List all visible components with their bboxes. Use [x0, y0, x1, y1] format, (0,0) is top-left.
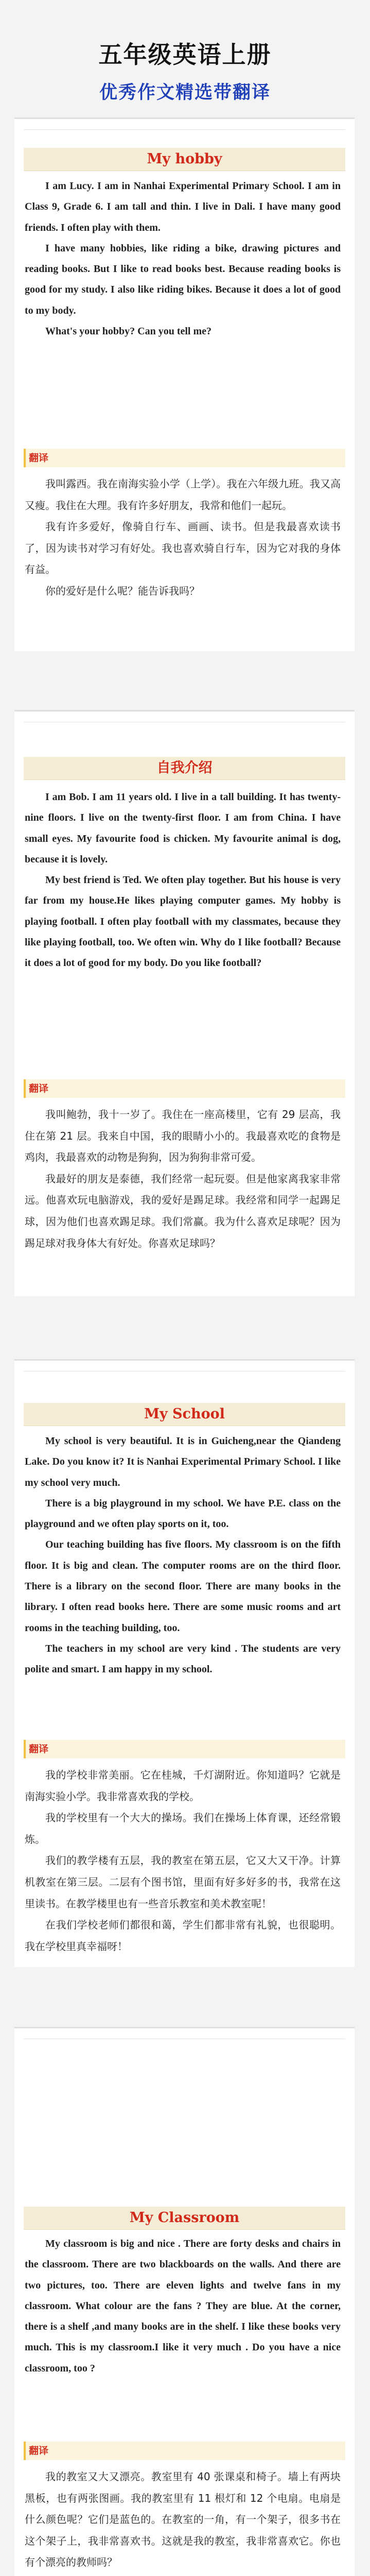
english-paragraph: I have many hobbies, like riding a bike, drawing pictures and reading books. But I like to read books best. Because reading books is good for my study. I also like riding bikes. Because it does a lot of good to my body.	[25, 242, 341, 316]
page-header	[0, 0, 370, 117]
english-paragraph: The teachers in my school are very kind . The students are very polite and smart. I am happy in my school.	[25, 1642, 341, 1675]
english-paragraph: Our teaching building has five floors. My classroom is on the fifth floor. It is big and clean. The computer rooms are on the third floor. There is a library on the second floor. There are many books in the library. I often read books here. There are some music rooms and art rooms in the teaching building, too.	[25, 1539, 341, 1634]
english-paragraph: My best friend is Ted. We often play together. But his house is very far from my house.He likes playing computer games. My hobby is playing football. I often play football with my classmates, because they like playing football, too. We often win. Why do I like football? Because it does a lot of good for my body. Do you like football?	[25, 874, 341, 969]
english-text	[25, 787, 341, 974]
translation-header	[24, 2442, 345, 2460]
chinese-paragraph: 我们的教学楼有五层，我的教室在第五层，它又大又干净。计算机教室在第三层。二层有个图书馆，里面有好多好多的书，我常在这里读书。在教学楼里也有一些音乐教室和美术教室呢！	[25, 1854, 341, 1910]
card-divider	[24, 129, 345, 130]
english-paragraph: There is a big playground in my school. We have P.E. class on the playground and we often play sports on it, too.	[25, 1497, 341, 1530]
chinese-paragraph: 我有许多爱好，像骑自行车、画画、读书。但是我最喜欢读书了，因为读书对学习有好处。我也喜欢骑自行车，因为它对我的身体有益。	[25, 520, 341, 576]
english-text	[25, 2233, 341, 2379]
english-text	[25, 176, 341, 342]
english-text	[25, 1431, 341, 1680]
chinese-paragraph: 我的学校里有一个大大的操场。我们在操场上体育课，还经常锻炼。	[25, 1811, 341, 1845]
english-paragraph: What's your hobby? Can you tell me?	[45, 326, 212, 337]
english-paragraph: I am Bob. I am 11 years old. I live in a tall building. It has twenty-nine floors. I live on the twenty-first floor. I am from China. I have small eyes. My favourite food is chicken. My favourite animal is dog, because it is lovely.	[25, 791, 341, 865]
essay-card-my-classroom	[14, 2027, 355, 2576]
essay-card-my-hobby	[14, 117, 355, 651]
essay-card-self-intro	[14, 710, 355, 1296]
translation-header	[24, 1740, 345, 1758]
essay-title: My hobby	[24, 148, 345, 171]
chinese-text	[25, 2466, 341, 2573]
chinese-paragraph: 你的爱好是什么呢？能告诉我吗？	[45, 584, 200, 597]
english-paragraph: My school is very beautiful. It is in Guicheng,near the Qiandeng Lake. Do you know it? It is Nanhai Experimental Primary School. I like my school very much.	[25, 1435, 341, 1488]
chinese-paragraph: 我叫露西。我在南海实验小学（上学）。我在六年级九班。我又高又瘦。我住在大理。我有许多好朋友，我常和他们一起玩。	[25, 478, 341, 512]
translation-label: 翻译	[29, 1743, 49, 1755]
page-subtitle: 优秀作文精选带翻译	[99, 82, 271, 103]
translation-label: 翻译	[29, 452, 49, 464]
translation-label: 翻译	[29, 1083, 49, 1094]
english-paragraph: My classroom is big and nice . There are forty desks and chairs in the classroom. There are two blackboards on the walls. And there are two pictures, too. There are eleven lights and twelve fans in my classroom. What colour are the fans ? They are blue. At the corner, there is a shelf ,and many books are in the shelf. I like these books very much. This is my classroom.I like it very much . Do you have a nice classroom, too ?	[25, 2238, 341, 2374]
essay-title: My Classroom	[24, 2207, 345, 2230]
chinese-paragraph: 在我们学校老师们都很和蔼，学生们都非常有礼貌，也很聪明。我在学校里真幸福呀！	[25, 1919, 341, 1953]
translation-header	[24, 449, 345, 467]
chinese-text	[25, 473, 341, 602]
essay-title: 自我介绍	[24, 757, 345, 780]
page-title: 五年级英语上册	[98, 41, 272, 69]
chinese-text	[25, 1765, 341, 1957]
essay-card-my-school	[14, 1359, 355, 1967]
chinese-paragraph: 我最好的朋友是泰德，我们经常一起玩耍。但是他家离我家非常远。他喜欢玩电脑游戏，我的爱好是踢足球。我经常和同学一起踢足球，因为他们也喜欢踢足球。我们常赢。我为什么喜欢足球呢？因为踢足球对我身体大有好处。你喜欢足球吗？	[25, 1172, 341, 1249]
translation-header	[24, 1079, 345, 1098]
chinese-text	[25, 1104, 341, 1254]
english-paragraph: I am Lucy. I am in Nanhai Experimental Primary School. I am in Class 9, Grade 6. I am tall and thin. I live in Dali. I have many good friends. I often play with them.	[25, 180, 341, 233]
essay-title: My School	[24, 1403, 345, 1426]
chinese-paragraph: 我的教室又大又漂亮。教室里有 40 张课桌和椅子。墙上有两块黑板，也有两张图画。我的教室里有 11 根灯和 12 个电扇。电扇是什么颜色呢？它们是蓝色的。在教室的一角，有一个架子，很多书在这个架子上，我非常喜欢书。这就是我的教室，我非常喜欢它。你也有个漂亮的教师吗？	[25, 2470, 341, 2569]
chinese-paragraph: 我的学校非常美丽。它在桂城，千灯湖附近。你知道吗？它就是南海实验小学。我非常喜欢我的学校。	[25, 1769, 341, 1803]
chinese-paragraph: 我叫鲍勃，我十一岁了。我住在一座高楼里，它有 29 层高，我住在第 21 层。我来自中国，我的眼睛小小的。我最喜欢吃的食物是鸡肉，我最喜欢的动物是狗狗，因为狗狗非常可爱。	[25, 1108, 341, 1164]
translation-label: 翻译	[29, 2445, 49, 2456]
